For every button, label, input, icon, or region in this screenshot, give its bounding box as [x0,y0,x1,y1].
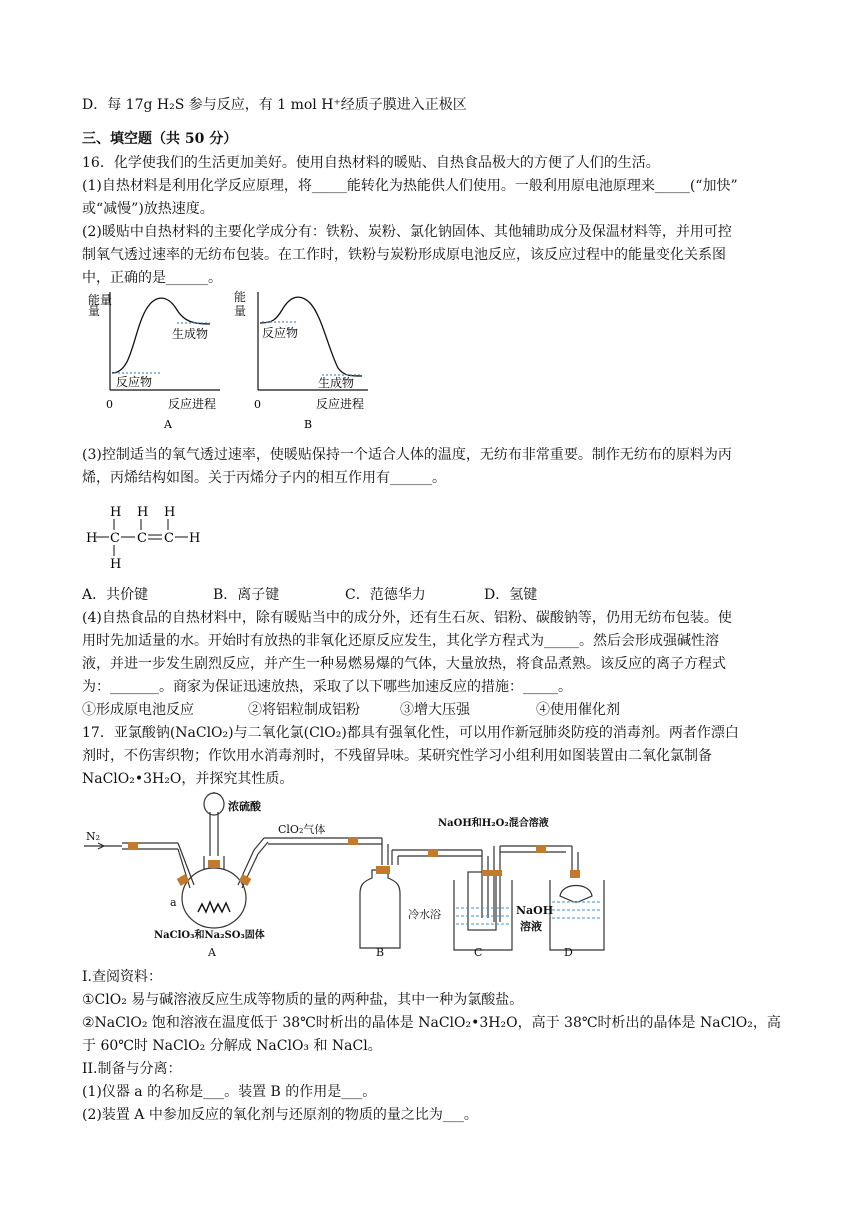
ylabel-a-2: 量 [88,304,101,318]
q16-part3-line2: 烯，丙烯结构如图。关于丙烯分子内的相互作用有______。 [82,470,446,486]
label-a: A [164,418,172,431]
origin-b: 0 [254,398,261,411]
xlabel-a: 反应进程 [168,397,217,411]
q16-part4-line3: 液，并进一步发生剧烈反应，并产生一种易燃易爆的气体，大量放热，将食品煮熟。该反应的离子方程式 [82,656,726,672]
reactant-label-b: 反应物 [262,326,299,340]
option-b-ionic: B．离子键 [213,587,280,603]
acid-label: 浓硫酸 [228,800,261,813]
solid-label: NaClO₃和Na₂SO₃固体 [154,930,265,941]
q16-part1-line1: (1)自热材料是利用化学反应原理，将_____能转化为热能供人们使用。一般利用原电池原理来_____(“加快” [82,178,738,194]
clo2-label: ClO₂气体 [278,823,326,836]
propene-structure [82,500,212,572]
q17-line3: NaClO₂•3H₂O，并探究其性质。 [82,771,294,787]
q16-part2-line1: (2)暖贴中自热材料的主要化学成分有：铁粉、炭粉、氯化钠固体、其他辅助成分及保温材料等，并用可控 [82,224,732,240]
a-label: a [170,896,177,909]
ylabel-b-1: 能 [234,290,247,304]
q16-part2-line2: 制氧气透过速率的无纺布包装。在工作时，铁粉与炭粉形成原电池反应，该反应过程中的能量变化关系图 [82,247,726,263]
naoh-label-1: NaOH [516,904,554,917]
svg-text:H: H [86,531,98,546]
svg-text:H: H [164,505,176,520]
option-d-line: D．每 17g H₂S 参与反应，有 1 mol H⁺经质子膜进入正极区 [82,97,467,113]
label-b: B [304,418,313,431]
label-app-d: D [564,946,573,959]
apparatus-diagram [82,790,622,962]
label-app-c: C [474,946,483,959]
cold-bath-label: 冷水浴 [408,908,441,921]
q16-part2-line3: 中，正确的是______。 [82,270,222,286]
mix-label: NaOH和H₂O₂混合溶液 [438,818,549,829]
svg-text:H: H [110,557,122,572]
energy-diagram-a [88,292,220,431]
svg-text:C: C [137,531,147,546]
section-heading: 三、填空题（共 50 分） [82,131,238,147]
label-app-a: A [208,946,216,959]
q16-part4-line4: 为：_______。商家为保证迅速放热，采取了以下哪些加速反应的措施：_____。 [82,679,572,695]
q16-intro: 16．化学使我们的生活更加美好。使用自热材料的暖贴、自热食品极大的方便了人们的生活。 [82,155,660,171]
svg-text:H: H [110,505,122,520]
energy-diagrams [82,288,382,432]
energy-diagram-b [254,292,368,431]
origin-a: 0 [106,398,113,411]
q16-part4-line2: 用时先加适量的水。开始时有放热的非氧化还原反应发生，其化学方程式为_____。然后会形成强碱性溶 [82,633,719,649]
naoh-label-2: 溶液 [520,920,542,933]
measure-4: ④使用催化剂 [536,702,620,718]
measure-1: ①形成原电池反应 [82,702,194,718]
svg-text:H: H [137,505,149,520]
info-1: ①ClO₂ 易与碱溶液反应生成等物质的量的两种盐，其中一种为氯酸盐。 [82,992,524,1008]
q16-part1-line2: 或“减慢”)放热速度。 [82,201,214,217]
q16-part3-line1: (3)控制适当的氧气透过速率，使暖贴保持一个适合人体的温度，无纺布非常重要。制作无纺布的原料为丙 [82,447,732,463]
ylabel-a-1: 能量 [88,293,113,307]
prep-title: II.制备与分离： [82,1061,182,1077]
svg-text:C: C [164,531,174,546]
info-title: I.查阅资料： [82,969,162,985]
prep-q2: (2)装置 A 中参加反应的氧化剂与还原剂的物质的量之比为___。 [82,1107,478,1123]
xlabel-b: 反应进程 [316,397,365,411]
product-label-b: 生成物 [318,376,355,390]
q16-part4-line1: (4)自热食品的自热材料中，除有暖贴当中的成分外，还有生石灰、铝粉、碳酸钠等，仍用无纺布包装。使 [82,610,732,626]
option-d-hbond: D．氢键 [484,587,538,603]
info-2-line1: ②NaClO₂ 饱和溶液在温度低于 38℃时析出的晶体是 NaClO₂•3H₂O，高于 38℃时析出的晶体是 NaClO₂，高 [82,1015,781,1031]
label-app-b: B [376,946,385,959]
option-c-vdw: C．范德华力 [345,587,426,603]
q17-line2: 剂时，不伤害织物；作饮用水消毒剂时，不残留异味。某研究性学习小组利用如图装置由二氧化氯制备 [82,748,712,764]
measure-2: ②将铝粒制成铝粉 [248,702,360,718]
svg-text:H: H [189,531,201,546]
ylabel-b-2: 量 [234,304,247,318]
q17-line1: 17．亚氯酸钠(NaClO₂)与二氧化氯(ClO₂)都具有强氧化性，可以用作新冠肺炎防疫的消毒剂。两者作漂白 [82,725,739,741]
measure-3: ③增大压强 [400,702,470,718]
svg-text:C: C [110,531,120,546]
info-2-line2: 于 60℃时 NaClO₂ 分解成 NaClO₃ 和 NaCl。 [82,1038,382,1054]
prep-q1: (1)仪器 a 的名称是___。装置 B 的作用是___。 [82,1084,377,1100]
product-label-a: 生成物 [172,327,209,341]
n2-label: N₂ [86,830,101,843]
reactant-label-a: 反应物 [116,375,153,389]
option-a-covalent: A．共价键 [82,587,149,603]
